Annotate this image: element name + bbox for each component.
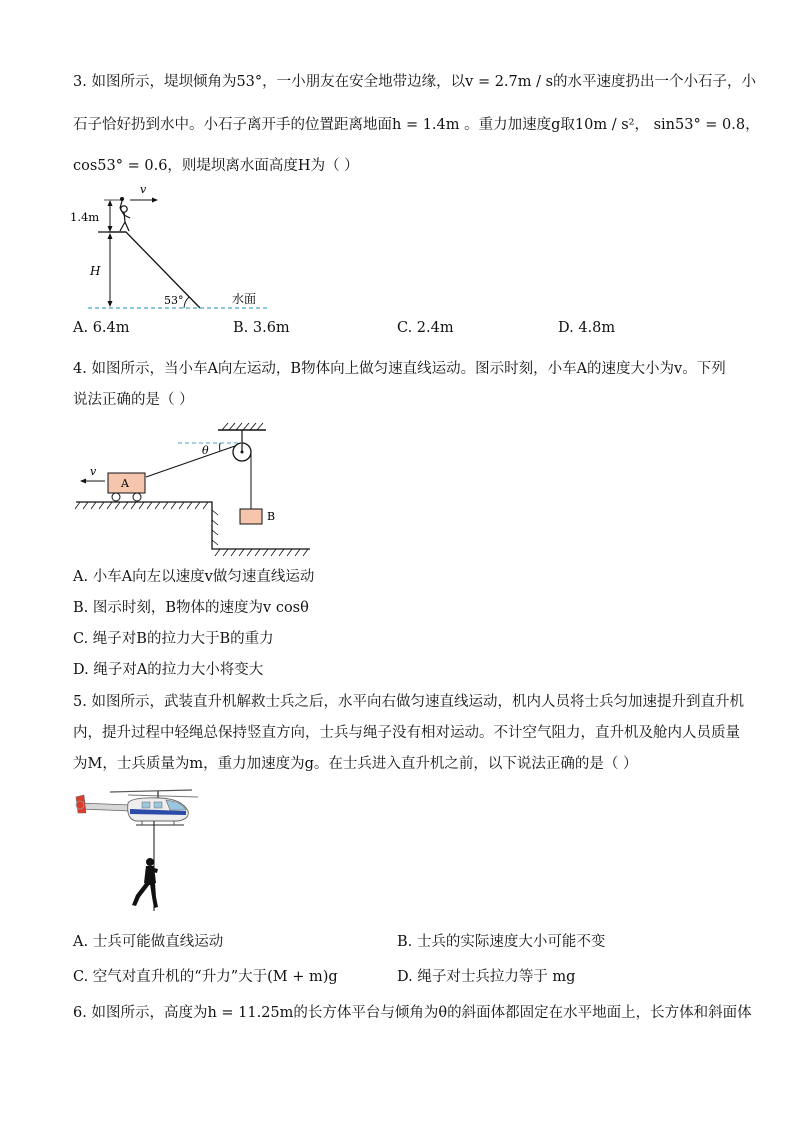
q5-text-line3: 为M，士兵质量为m，重力加速度为g。在士兵进入直升机之前，以下说法正确的是（ ） [73,756,638,772]
q3-option-b: B. 3.6m [233,320,290,336]
q4-option-d: D. 绳子对A的拉力大小将变大 [73,662,264,678]
q4-v-label: v [90,465,97,478]
q4-option-c: C. 绳子对B的拉力大于B的重力 [73,631,274,647]
q3-v-label: v [140,183,147,196]
q4-figure [70,418,320,558]
q6-text-line1: 6. 如图所示，高度为h = 11.25m的长方体平台与倾角为θ的斜面体都固定在水平地面上，长方体和斜面体 [73,1005,752,1021]
q3-angle-label: 53° [164,294,184,307]
q4-block-label: B [267,510,276,523]
q4-option-b: B. 图示时刻，B物体的速度为v cosθ [73,600,309,616]
block-b [240,509,262,524]
q3-H-label: H [90,264,101,278]
q3-text-line3: cos53° = 0.6，则堤坝离水面高度H为（ ） [73,158,359,174]
q4-car-label: A [121,477,129,490]
q5-option-c: C. 空气对直升机的“升力”大于(M + m)g [73,969,338,985]
q5-option-d: D. 绳子对士兵拉力等于 mg [397,969,576,985]
q5-option-b: B. 士兵的实际速度大小可能不变 [397,934,606,950]
q5-text-line1: 5. 如图所示，武装直升机解救士兵之后，水平向右做匀速直线运动，机内人员将士兵匀加速提升到直升机 [73,694,744,710]
q3-option-c: C. 2.4m [397,320,454,336]
q5-text-line2: 内，提升过程中轻绳总保持竖直方向，士兵与绳子没有相对运动。不计空气阻力，直升机及舱内人员质量 [73,725,740,741]
q3-text-line1: 3. 如图所示，堤坝倾角为53°，一小朋友在安全地带边缘，以v = 2.7m / s的水平速度扔出一个小石子，小 [73,74,757,90]
q5-helicopter-figure [70,785,200,915]
q4-option-a: A. 小车A向左以速度v做匀速直线运动 [73,569,315,585]
q3-option-a: A. 6.4m [73,320,130,336]
q4-theta-label: θ [202,444,209,457]
q3-text-line2: 石子恰好扔到水中。小石子离开手的位置距离地面h = 1.4m 。重力加速度g取10m / s²， sin53° = 0.8， [73,117,760,133]
q5-option-a: A. 士兵可能做直线运动 [73,934,224,950]
q3-figure [68,180,288,315]
dam-slope [108,232,200,308]
q4-text-line2: 说法正确的是（ ） [73,392,194,408]
q4-text-line1: 4. 如图所示，当小车A向左运动，B物体向上做匀速直线运动。图示时刻，小车A的速度大小为v。下列 [73,361,726,377]
helicopter-tail [76,795,86,813]
stone-icon [120,197,124,201]
child-figure [120,201,130,231]
q3-option-d: D. 4.8m [558,320,616,336]
q3-height-label: 1.4m [70,210,100,224]
q3-water-label: 水面 [232,292,257,306]
